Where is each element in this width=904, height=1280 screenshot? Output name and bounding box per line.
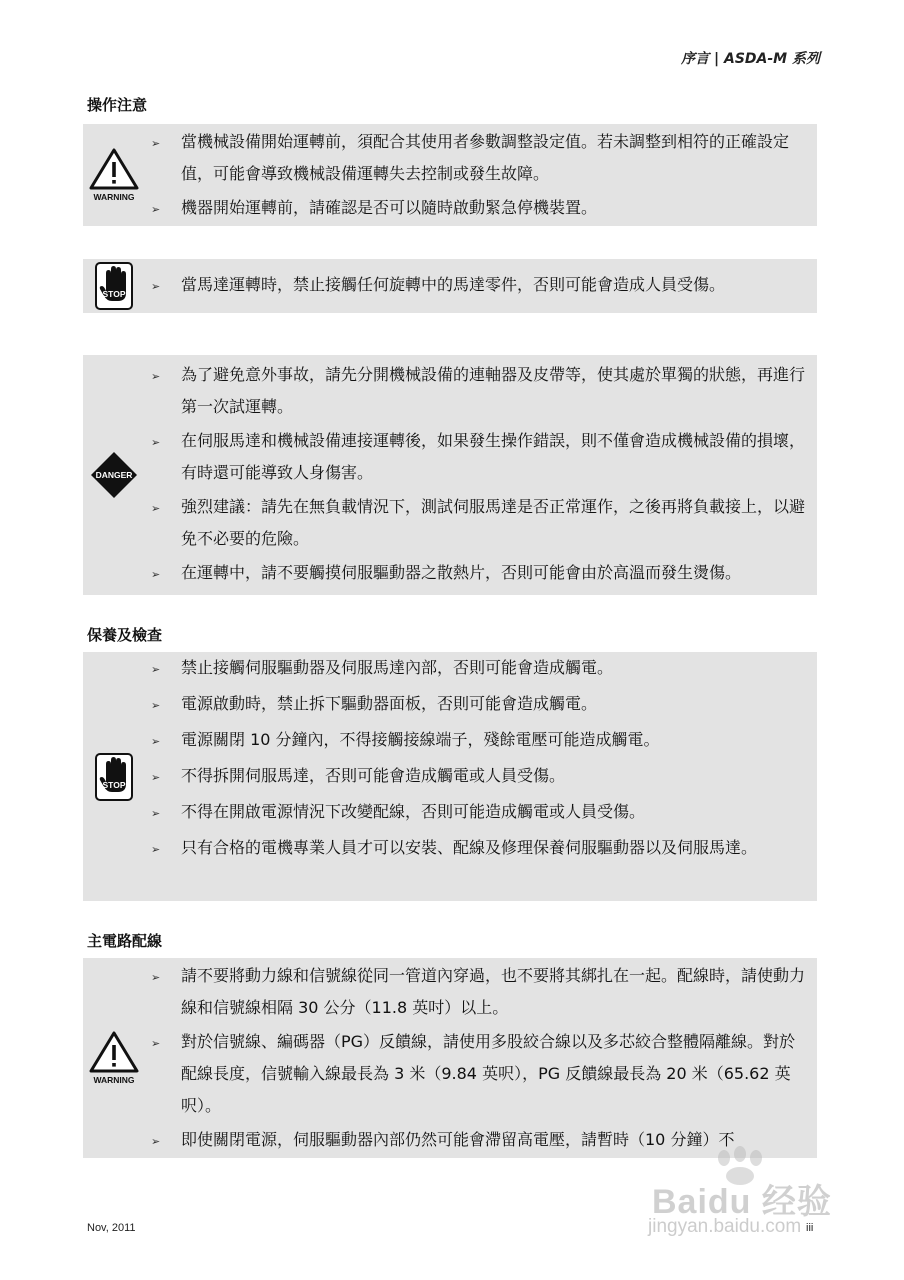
warning-icon-label: WARNING (93, 192, 135, 202)
warning-icon-column (83, 958, 145, 1158)
warning-icon (87, 146, 141, 204)
danger-notice-box (83, 355, 817, 595)
stop-hand-icon (94, 261, 134, 311)
danger-icon-column (83, 355, 145, 595)
warning-icon-column (83, 124, 145, 226)
bullet-arrow-icon: ➢ (151, 137, 161, 150)
warning-icon (87, 1029, 141, 1087)
stop-notice-box (83, 652, 817, 901)
list-item: ➢ 當馬達運轉時，禁止接觸任何旋轉中的馬達零件，否則可能會造成人員受傷。 (149, 269, 809, 301)
warning-notice-box (83, 958, 817, 1158)
section-title-maintenance: 保養及檢查 (87, 626, 163, 644)
list-item: ➢ 為了避免意外事故，請先分開機械設備的連軸器及皮帶等，使其處於單獨的狀態，再進行第一次試運轉。 (149, 359, 809, 423)
watermark-brand: Baidu 经验 (652, 1183, 832, 1221)
baidu-watermark (640, 1160, 860, 1250)
bullet-arrow-icon: ➢ (151, 663, 161, 676)
stop-notice-box (83, 259, 817, 313)
list-item: ➢ 請不要將動力線和信號線從同一管道內穿過，也不要將其綁扎在一起。配線時，請使動力線和信號線相隔 30 公分（11.8 英吋）以上。 (149, 960, 809, 1024)
warning-icon-label: WARNING (93, 1075, 135, 1085)
bullet-arrow-icon: ➢ (151, 568, 161, 581)
list-item: ➢ 電源關閉 10 分鐘內，不得接觸接線端子，殘餘電壓可能造成觸電。 (149, 724, 809, 756)
warning-notice-box (83, 124, 817, 226)
stop-hand-icon (94, 752, 134, 802)
danger-icon-label: DANGER (95, 470, 133, 480)
list-item: ➢ 當機械設備開始運轉前，須配合其使用者參數調整設定值。若未調整到相符的正確設定值，可能會導致機械設備運轉失去控制或發生故障。 (149, 126, 809, 190)
stop-icon-label: STOP (102, 779, 126, 790)
bullet-arrow-icon: ➢ (151, 1037, 161, 1050)
footer-page-number: iii (806, 1222, 814, 1234)
bullet-arrow-icon: ➢ (151, 1135, 161, 1148)
list-item: ➢ 即使關閉電源，伺服驅動器內部仍然可能會滯留高電壓，請暫時（10 分鐘）不 (149, 1124, 809, 1156)
section-title-operation: 操作注意 (87, 96, 148, 114)
list-item: ➢ 機器開始運轉前，請確認是否可以隨時啟動緊急停機裝置。 (149, 192, 809, 224)
bullet-arrow-icon: ➢ (151, 699, 161, 712)
bullet-arrow-icon: ➢ (151, 771, 161, 784)
stop-icon-column (83, 259, 145, 313)
stop-icon-label: STOP (102, 289, 126, 299)
list-item: ➢ 只有合格的電機專業人員才可以安裝、配線及修理保養伺服驅動器以及伺服馬達。 (149, 832, 809, 864)
bullet-arrow-icon: ➢ (151, 971, 161, 984)
stop-icon-column (83, 652, 145, 901)
bullet-arrow-icon: ➢ (151, 807, 161, 820)
bullet-arrow-icon: ➢ (151, 502, 161, 515)
list-item: ➢ 不得在開啟電源情況下改變配線，否則可能造成觸電或人員受傷。 (149, 796, 809, 828)
footer-date: Nov, 2011 (87, 1222, 136, 1234)
list-item: ➢ 對於信號線、編碼器（PG）反饋線，請使用多股絞合線以及多芯絞合整體隔離線。對於配線長度，信號輸入線最長為 3 米（9.84 英呎），PG 反饋線最長為 20 米（65.62 英呎）。 (149, 1026, 809, 1122)
list-item: ➢ 不得拆開伺服馬達，否則可能會造成觸電或人員受傷。 (149, 760, 809, 792)
section-title-wiring: 主電路配線 (87, 932, 163, 950)
list-item: ➢ 強烈建議：請先在無負載情況下，測試伺服馬達是否正常運作，之後再將負載接上，以避免不必要的危險。 (149, 491, 809, 555)
list-item: ➢ 在運轉中，請不要觸摸伺服驅動器之散熱片，否則可能會由於高溫而發生燙傷。 (149, 557, 809, 589)
bullet-arrow-icon: ➢ (151, 203, 161, 216)
danger-icon (89, 450, 139, 500)
watermark-url: jingyan.baidu.com (648, 1216, 802, 1237)
page-header: 序言 | ASDA-M 系列 (681, 51, 820, 67)
bullet-arrow-icon: ➢ (151, 843, 161, 856)
list-item: ➢ 禁止接觸伺服驅動器及伺服馬達內部，否則可能會造成觸電。 (149, 652, 809, 684)
bullet-arrow-icon: ➢ (151, 735, 161, 748)
list-item: ➢ 電源啟動時，禁止拆下驅動器面板，否則可能會造成觸電。 (149, 688, 809, 720)
bullet-arrow-icon: ➢ (151, 436, 161, 449)
bullet-arrow-icon: ➢ (151, 280, 161, 293)
bullet-arrow-icon: ➢ (151, 370, 161, 383)
list-item: ➢ 在伺服馬達和機械設備連接運轉後，如果發生操作錯誤，則不僅會造成機械設備的損壞，有時還可能導致人身傷害。 (149, 425, 809, 489)
